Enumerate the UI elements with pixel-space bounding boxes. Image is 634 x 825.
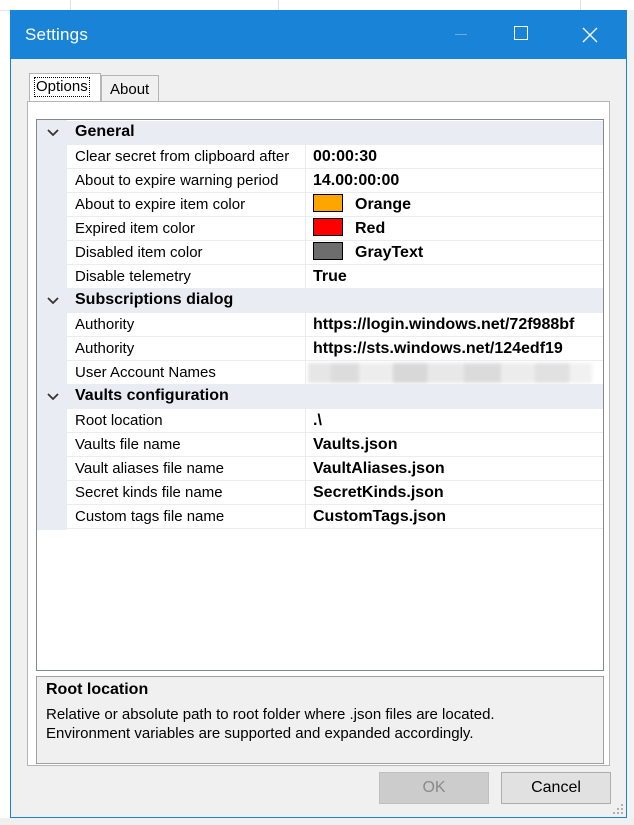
property-value[interactable]: https://sts.windows.net/124edf19 xyxy=(306,337,603,361)
color-swatch-graytext xyxy=(313,242,343,260)
property-name: About to expire item color xyxy=(67,193,306,217)
cancel-button[interactable]: Cancel xyxy=(501,772,611,804)
property-row[interactable] xyxy=(37,361,603,385)
property-row[interactable] xyxy=(37,169,603,193)
tab-options[interactable] xyxy=(29,73,101,101)
property-name: Clear secret from clipboard after xyxy=(67,145,306,169)
maximize-icon xyxy=(514,26,528,40)
category-vaults-configuration[interactable] xyxy=(37,385,603,409)
chevron-down-icon[interactable] xyxy=(45,125,61,141)
window-title: Settings xyxy=(25,25,89,44)
property-name: Disabled item color xyxy=(67,241,306,265)
property-value[interactable]: SecretKinds.json xyxy=(306,481,603,505)
description-line: Relative or absolute path to root folder where .json files are located. xyxy=(46,706,495,723)
property-value[interactable]: 14.00:00:00 xyxy=(306,169,603,193)
property-grid[interactable] xyxy=(36,119,604,671)
close-button[interactable] xyxy=(567,11,613,59)
property-row[interactable] xyxy=(37,217,603,241)
title-bar[interactable] xyxy=(11,11,626,59)
description-title: Root location xyxy=(46,681,149,698)
property-row[interactable] xyxy=(37,193,603,217)
property-row[interactable] xyxy=(37,433,603,457)
minimize-button xyxy=(438,11,484,59)
description-text xyxy=(46,705,586,743)
settings-dialog xyxy=(10,10,627,818)
description-line: Environment variables are supported and expanded accordingly. xyxy=(46,725,474,742)
property-value[interactable]: CustomTags.json xyxy=(306,505,603,529)
tab-options-label: Options xyxy=(36,78,88,95)
category-label: General xyxy=(75,123,135,140)
property-row[interactable] xyxy=(37,265,603,289)
property-row[interactable] xyxy=(37,337,603,361)
property-name: User Account Names xyxy=(67,361,306,385)
property-name: Authority xyxy=(67,313,306,337)
property-value[interactable]: Vaults.json xyxy=(306,433,603,457)
property-value[interactable]: https://login.windows.net/72f988bf xyxy=(306,313,603,337)
close-icon xyxy=(567,11,613,59)
property-name: About to expire warning period xyxy=(67,169,306,193)
color-swatch-red xyxy=(313,218,343,236)
property-value[interactable]: True xyxy=(306,265,603,289)
background-app-bottom xyxy=(0,818,634,825)
property-row[interactable] xyxy=(37,481,603,505)
property-row[interactable] xyxy=(37,313,603,337)
property-name: Authority xyxy=(67,337,306,361)
property-name: Expired item color xyxy=(67,217,306,241)
property-value[interactable]: .\ xyxy=(306,409,603,433)
minimize-icon xyxy=(455,34,467,35)
category-label: Subscriptions dialog xyxy=(75,291,234,308)
chevron-down-icon[interactable] xyxy=(45,389,61,405)
color-name: GrayText xyxy=(355,244,424,261)
property-value[interactable]: VaultAliases.json xyxy=(306,457,603,481)
redacted-value xyxy=(308,363,592,383)
property-value-redacted[interactable] xyxy=(306,361,603,385)
property-row-selected[interactable] xyxy=(37,409,603,433)
property-name: Vaults file name xyxy=(67,433,306,457)
property-value-color[interactable] xyxy=(306,193,603,217)
property-name: Vault aliases file name xyxy=(67,457,306,481)
category-label: Vaults configuration xyxy=(75,387,229,404)
property-row[interactable] xyxy=(37,241,603,265)
property-name: Custom tags file name xyxy=(67,505,306,529)
tab-about[interactable] xyxy=(101,75,159,101)
chevron-down-icon[interactable] xyxy=(45,293,61,309)
background-app-edge xyxy=(627,10,634,825)
ok-button[interactable]: OK xyxy=(379,772,489,804)
property-row[interactable] xyxy=(37,505,603,529)
category-general[interactable] xyxy=(37,121,603,145)
resize-grip-icon[interactable] xyxy=(611,802,625,816)
color-name: Red xyxy=(355,220,386,237)
color-swatch-orange xyxy=(313,194,343,212)
color-name: Orange xyxy=(355,196,412,213)
maximize-button[interactable] xyxy=(496,11,542,59)
property-name: Root location xyxy=(67,409,306,433)
property-description-panel xyxy=(36,676,604,764)
tab-about-label: About xyxy=(110,81,150,98)
property-value[interactable]: 00:00:30 xyxy=(306,145,603,169)
property-value-color[interactable] xyxy=(306,241,603,265)
property-name: Disable telemetry xyxy=(67,265,306,289)
property-row[interactable] xyxy=(37,457,603,481)
category-subscriptions-dialog[interactable] xyxy=(37,289,603,313)
property-row[interactable] xyxy=(37,145,603,169)
property-name: Secret kinds file name xyxy=(67,481,306,505)
property-value-color[interactable] xyxy=(306,217,603,241)
